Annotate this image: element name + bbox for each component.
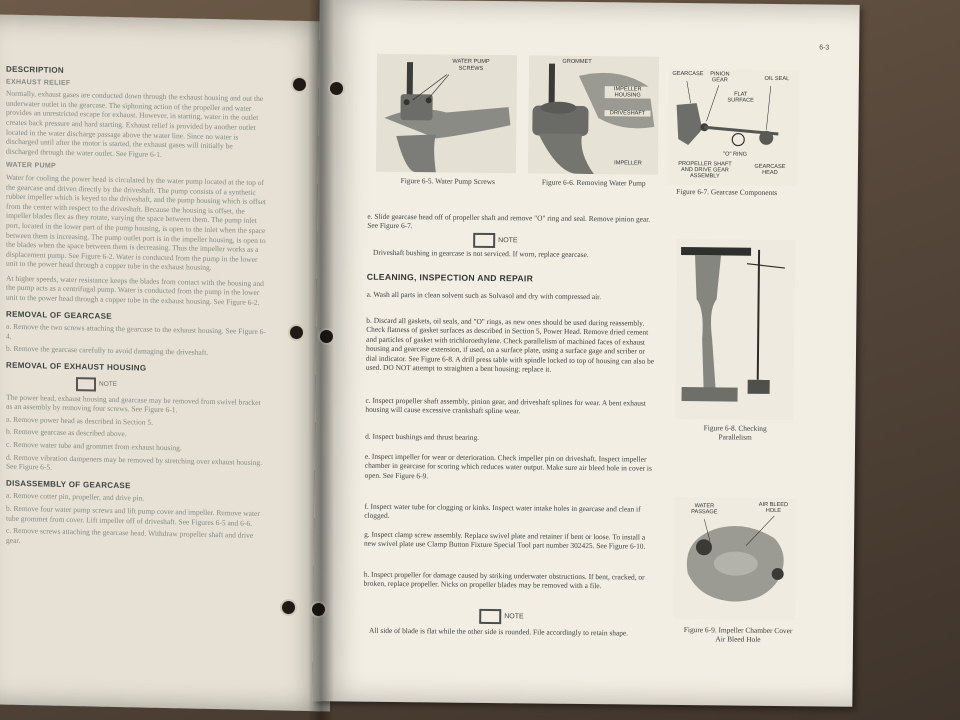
figure-6-5-photo bbox=[376, 54, 517, 173]
clean-step-g: g. Inspect clamp screw assembly. Replace swivel plate and retainer if bent or loose. To install a new swivel plate use Clamp Button Fixture Special Tool part number 302425. See Figure 6-10. bbox=[363, 529, 646, 552]
fig69-label-water-passage: WATER PASSAGE bbox=[691, 503, 718, 516]
step-e-text: e. Slide gearcase head off of propeller shaft and remove "O" ring and seal. Remove pinion gear. See Figure 6-7. bbox=[367, 211, 651, 231]
figure-6-7-diagram bbox=[668, 69, 799, 186]
removal-exhaust-step-b: b. Remove gearcase as described above. bbox=[6, 427, 127, 439]
note-box-icon bbox=[479, 609, 501, 624]
figure-6-6-photo bbox=[528, 55, 659, 174]
note-label: NOTE bbox=[99, 380, 118, 388]
figure-6-8-photo bbox=[675, 239, 795, 420]
fig65-label-screws: SCREWS bbox=[458, 65, 484, 72]
clean-step-b: b. Discard all gaskets, oil seals, and "O" rings, as new ones should be used during reassembly. Check flatness of gasket surfaces as described in Section 5, Power Head. Remove dried cement and particles of gasket with trichloroethylene. Check parallelism of machined faces of exhaust housing and gearcase extension, if used, on a surface plate, using a surface gage and scriber or dial indicator. See Figure 6-8. A drill press table with spindle locked to top of housing can also be used. DO NOT attempt to straighten a bent housing; replace it. bbox=[365, 315, 655, 374]
fig67-label-propeller-shaft: PROPELLER SHAFT AND DRIVE GEAR ASSEMBLY bbox=[678, 160, 732, 180]
note-label: NOTE bbox=[504, 613, 524, 621]
book-gutter bbox=[308, 0, 334, 720]
fig67-label-o-ring: "O" RING bbox=[723, 151, 748, 158]
clean-step-e: e. Inspect impeller for wear or deterioration. Check impeller pin on driveshaft. Inspect impeller chamber in gearcase for scoring which reduces water output. Make sure air bleed hole in cover is open. See Figure 6-9. bbox=[364, 451, 652, 481]
removal-gearcase-step-a: a. Remove the two screws attaching the gearcase to the exhaust housing. See Figure 6-4. bbox=[6, 321, 266, 341]
note-2 bbox=[479, 609, 524, 624]
fig67-label-flat-surface: FLAT SURFACE bbox=[727, 91, 754, 104]
clean-step-f: f. Inspect water tube for clogging or kinks. Inspect water intake holes in gearcase and clean if clogged. bbox=[364, 501, 641, 521]
note-2-text: All side of blade is flat while the other side is rounded. File accordingly to retain shape. bbox=[369, 625, 629, 638]
left-note bbox=[76, 377, 266, 395]
removal-exhaust-step-d: d. Remove vibration dampeners may be removed by stretching over exhaust housing. See Figure 6-5. bbox=[6, 452, 262, 472]
checking-parallelism-photo-image bbox=[675, 239, 795, 420]
higher-speeds-text: At higher speeds, water resistance keeps the blades from contact with the housing and the pump acts as a centrifugal pump. Water is conducted from the pump in the lower unit to the power head through a copper tube in the exhaust housing. See Figure 6-2. bbox=[6, 273, 264, 308]
heading-description: DESCRIPTION bbox=[6, 64, 64, 75]
right-page bbox=[312, 0, 859, 707]
fig69-label-air-bleed-hole: AIR BLEED HOLE bbox=[758, 501, 789, 515]
note-1-text: Driveshaft bushing in gearcase is not serviced. If worn, replace gearcase. bbox=[372, 247, 589, 260]
note-label: NOTE bbox=[498, 237, 518, 245]
fig66-label-impeller-housing: IMPELLER HOUSING bbox=[605, 86, 651, 99]
clean-step-c: c. Inspect propeller shaft assembly, pinion gear, and driveshaft splines for wear. A bent exhaust housing will cause excessive crankshaft spline wear. bbox=[365, 395, 646, 416]
left-text-block bbox=[6, 65, 266, 551]
clean-step-d: d. Inspect bushings and thrust bearing. bbox=[365, 431, 480, 442]
punch-hole bbox=[293, 78, 306, 91]
fig67-label-pinion-gear: PINION GEAR bbox=[710, 71, 730, 84]
fig66-label-grommet: GROMMET bbox=[562, 58, 592, 66]
page-number: 6-3 bbox=[819, 44, 830, 52]
punch-hole bbox=[290, 326, 303, 339]
left-page bbox=[0, 15, 330, 712]
subheading-removal-exhaust: REMOVAL OF EXHAUST HOUSING bbox=[6, 360, 147, 373]
subheading-disassembly: DISASSEMBLY OF GEARCASE bbox=[6, 478, 131, 491]
removal-exhaust-step-a: a. Remove power head as described in Section 5. bbox=[6, 414, 154, 427]
note-box-icon bbox=[473, 233, 495, 248]
water-pump-text: Water for cooling the power head is circulated by the water pump located at the top of the gearcase and driven directly by the driveshaft. The pump consists of a synthetic rubber impeller which is keyed to the driveshaft, and the pump housing which is offset from the center with respect to the driveshaft. Because the housing is offset, the impeller blades flex as they rotate, varying the space between them. The pump inlet port, located in the lower part of the pump housing, is open to the inlet when the space between them is increasing. The pump outlet port is in the impeller housing, is open to the blades when the space between them is decreasing. Thus the impeller works as a displacement pump. See Figure 6-2. Water is conducted from the pump in the lower unit to the power head through a copper tube in the exhaust housing. bbox=[6, 172, 267, 273]
heading-cleaning-inspection-repair: CLEANING, INSPECTION AND REPAIR bbox=[366, 271, 534, 284]
disassembly-step-c: c. Remove screws attaching the gearcase head. Withdraw propeller shaft and drive gear. bbox=[6, 525, 254, 545]
figure-6-9-caption: Figure 6-9. Impeller Chamber Cover Air Bleed Hole bbox=[683, 625, 793, 644]
figure-6-7-caption: Figure 6-7. Gearcase Components bbox=[676, 186, 778, 197]
exhaust-relief-text: Normally, exhaust gases are conducted down through the exhaust housing and out the underwater outlet in the gearcase. The siphoning action of the propeller and water provides an unrestricted escape for exhaust. However, in starting, water in the outlet creates back pressure and hard starting. Exhaust relief is provided by another outlet located in the water discharge passage above the water line. Since no water is discharged until after the motor is started, the exhaust gases will initially be discharged through the water outlet. See Figure 6-1. bbox=[6, 88, 264, 159]
figure-6-6-caption: Figure 6-6. Removing Water Pump bbox=[541, 177, 646, 188]
fig67-label-oil-seal: OIL SEAL bbox=[764, 75, 790, 83]
removal-gearcase-step-b: b. Remove the gearcase carefully to avoid damaging the driveshaft. bbox=[6, 344, 209, 358]
figure-6-5-caption: Figure 6-5. Water Pump Screws bbox=[400, 176, 495, 187]
fig66-label-impeller: IMPELLER bbox=[614, 160, 642, 167]
fig66-label-driveshaft: DRIVESHAFT bbox=[604, 110, 650, 117]
figure-6-8-caption: Figure 6-8. Checking Parallelism bbox=[703, 423, 767, 442]
figure-6-9-photo bbox=[673, 497, 796, 620]
removal-exhaust-step-c: c. Remove water tube and grommet from exhaust housing. bbox=[6, 439, 182, 453]
subheading-exhaust-relief: EXHAUST RELIEF bbox=[6, 78, 71, 87]
removal-exhaust-note-text: The power head, exhaust housing and gearcase may be removed from swivel bracket as an assembly by removing four screws. See Figure 6-1. bbox=[6, 392, 261, 415]
note-box-icon bbox=[76, 377, 96, 391]
fig67-label-gearcase-head: GEARCASE HEAD bbox=[754, 163, 786, 177]
subheading-water-pump: WATER PUMP bbox=[6, 162, 56, 171]
note-1 bbox=[473, 233, 518, 248]
disassembly-step-b: b. Remove four water pump screws and lift pump cover and impeller. Remove water tube grommet from cover. Lift impeller off of driveshaft. See Figures 6-5 and 6-6. bbox=[6, 503, 260, 528]
disassembly-step-a: a. Remove cotter pin, propeller, and drive pin. bbox=[6, 491, 145, 503]
clean-step-h: h. Inspect propeller for damage caused by striking underwater obstructions. If bent, cracked, or broken, replace propeller. Nicks on propeller blades may be removed with a file. bbox=[363, 569, 645, 591]
punch-hole bbox=[282, 601, 295, 614]
subheading-removal-gearcase: REMOVAL OF GEARCASE bbox=[6, 309, 112, 321]
fig65-label-water-pump: WATER PUMP bbox=[452, 58, 490, 65]
fig67-label-gearcase: GEARCASE bbox=[672, 70, 704, 78]
clean-step-a: a. Wash all parts in clean solvent such as Solvasol and dry with compressed air. bbox=[366, 289, 602, 302]
